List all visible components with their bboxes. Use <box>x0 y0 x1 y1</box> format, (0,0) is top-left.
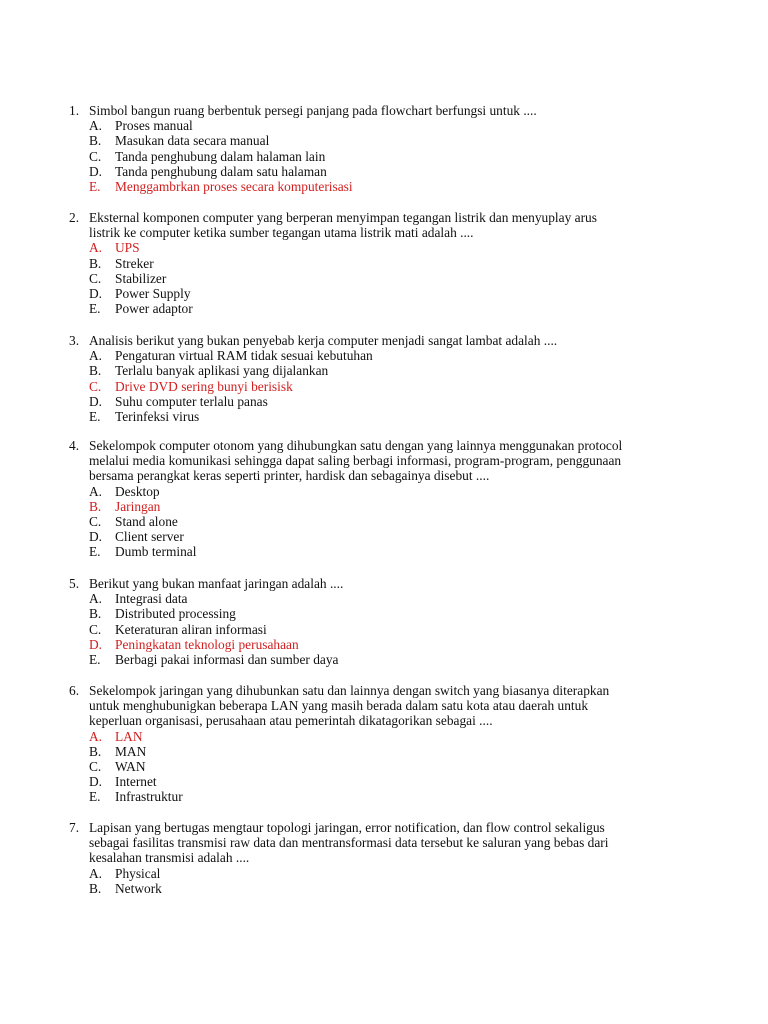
option-letter: C. <box>89 759 102 774</box>
question-text: untuk menghubunigkan beberapa LAN yang masih berada dalam satu kota atau daerah untuk <box>89 698 589 714</box>
option-letter: A. <box>89 865 103 881</box>
option-text: Dumb terminal <box>115 544 197 560</box>
option-letter: D. <box>89 774 103 790</box>
question-number: 5. <box>69 576 80 591</box>
question-number: 3. <box>69 333 80 348</box>
option-text: WAN <box>115 759 146 774</box>
question-text: bersama perangkat keras seperti printer, hardisk dan sebagainya disebut .... <box>89 468 490 484</box>
option-text: Tanda penghubung dalam satu halaman <box>115 163 327 179</box>
option-letter: E. <box>89 652 101 667</box>
question-number: 1. <box>69 103 80 118</box>
option-letter: D. <box>89 636 103 652</box>
option-text: Peningkatan teknologi perusahaan <box>115 636 299 652</box>
option-letter: B. <box>89 498 102 514</box>
option-text: Power adaptor <box>115 301 193 317</box>
option-letter: B. <box>89 363 102 379</box>
option-letter: C. <box>89 621 102 637</box>
question-text: Sekelompok jaringan yang dihubunkan satu dan lainnya dengan switch yang biasanya diterapkan <box>89 683 610 698</box>
question-text: Simbol bangun ruang berbentuk persegi panjang pada flowchart berfungsi untuk .... <box>89 103 537 118</box>
option-letter: E. <box>89 301 101 317</box>
option-text: Pengaturan virtual RAM tidak sesuai kebutuhan <box>115 348 373 364</box>
option-text: Menggambrkan proses secara komputerisasi <box>115 179 353 194</box>
option-text: Suhu computer terlalu panas <box>115 393 268 409</box>
option-text: Network <box>115 880 162 896</box>
option-text: Keteraturan aliran informasi <box>115 621 267 637</box>
option-letter: A. <box>89 591 103 607</box>
question-text: kesalahan transmisi adalah .... <box>89 850 250 866</box>
option-text: Drive DVD sering bunyi berisisk <box>115 378 293 394</box>
option-text: Jaringan <box>115 498 161 514</box>
option-text: Power Supply <box>115 286 191 301</box>
option-text: Infrastruktur <box>115 789 183 805</box>
option-letter: D. <box>89 286 103 301</box>
option-text: Desktop <box>115 483 160 499</box>
option-letter: C. <box>89 514 102 529</box>
option-letter: A. <box>89 483 103 499</box>
option-letter: E. <box>89 544 101 560</box>
option-letter: C. <box>89 378 102 394</box>
question-text: keperluan organisasi, perusahaan atau pemerintah dikatagorikan sebagai .... <box>89 713 493 729</box>
question-text: Eksternal komponen computer yang berperan menyimpan tegangan listrik dan menyuplay arus <box>89 210 597 225</box>
question-text: sebagai fasilitas transmisi raw data dan mentransformasi data tersebut ke saluran yang bebas dari <box>89 835 609 851</box>
option-text: Berbagi pakai informasi dan sumber daya <box>115 652 339 667</box>
question-number: 6. <box>69 683 80 698</box>
option-letter: D. <box>89 163 103 179</box>
option-letter: E. <box>89 179 101 194</box>
option-text: Stand alone <box>115 514 178 529</box>
option-text: Internet <box>115 774 157 790</box>
option-text: Proses manual <box>115 118 193 134</box>
question-text: melalui media komunikasi sehingga dapat saling berbagi informasi, program-program, penggunaan <box>89 453 622 469</box>
question-text: Sekelompok computer otonom yang dihubungkan satu dengan yang lainnya menggunakan protocol <box>89 438 623 453</box>
question-number: 7. <box>69 820 80 835</box>
option-text: Stabilizer <box>115 270 167 286</box>
question-number: 2. <box>69 210 80 225</box>
question-number: 4. <box>69 438 80 453</box>
option-text: Tanda penghubung dalam halaman lain <box>115 148 326 164</box>
option-letter: D. <box>89 393 103 409</box>
option-letter: E. <box>89 409 101 424</box>
option-letter: C. <box>89 148 102 164</box>
option-text: Streker <box>115 255 154 271</box>
option-letter: A. <box>89 728 103 744</box>
option-text: LAN <box>115 728 143 744</box>
option-text: Terlalu banyak aplikasi yang dijalankan <box>115 363 329 379</box>
option-letter: B. <box>89 255 102 271</box>
question-text: Lapisan yang bertugas mengtaur topologi jaringan, error notification, dan flow control sekaligus <box>89 820 605 835</box>
option-letter: C. <box>89 270 102 286</box>
question-text: listrik ke computer ketika sumber tegangan utama listrik mati adalah .... <box>89 225 474 241</box>
option-text: UPS <box>115 240 140 256</box>
option-letter: B. <box>89 880 102 896</box>
option-letter: A. <box>89 348 103 364</box>
option-text: MAN <box>115 743 147 759</box>
option-letter: B. <box>89 606 102 622</box>
question-text: Berikut yang bukan manfaat jaringan adalah .... <box>89 576 344 591</box>
option-text: Client server <box>115 529 184 545</box>
option-letter: D. <box>89 529 103 545</box>
question-text: Analisis berikut yang bukan penyebab kerja computer menjadi sangat lambat adalah .... <box>89 333 558 348</box>
option-text: Integrasi data <box>115 591 188 607</box>
option-letter: A. <box>89 240 103 256</box>
option-letter: B. <box>89 743 102 759</box>
option-text: Physical <box>115 865 161 881</box>
option-text: Masukan data secara manual <box>115 133 270 149</box>
option-letter: B. <box>89 133 102 149</box>
option-letter: E. <box>89 789 101 805</box>
option-text: Terinfeksi virus <box>115 409 200 424</box>
option-letter: A. <box>89 118 103 134</box>
option-text: Distributed processing <box>115 606 236 622</box>
